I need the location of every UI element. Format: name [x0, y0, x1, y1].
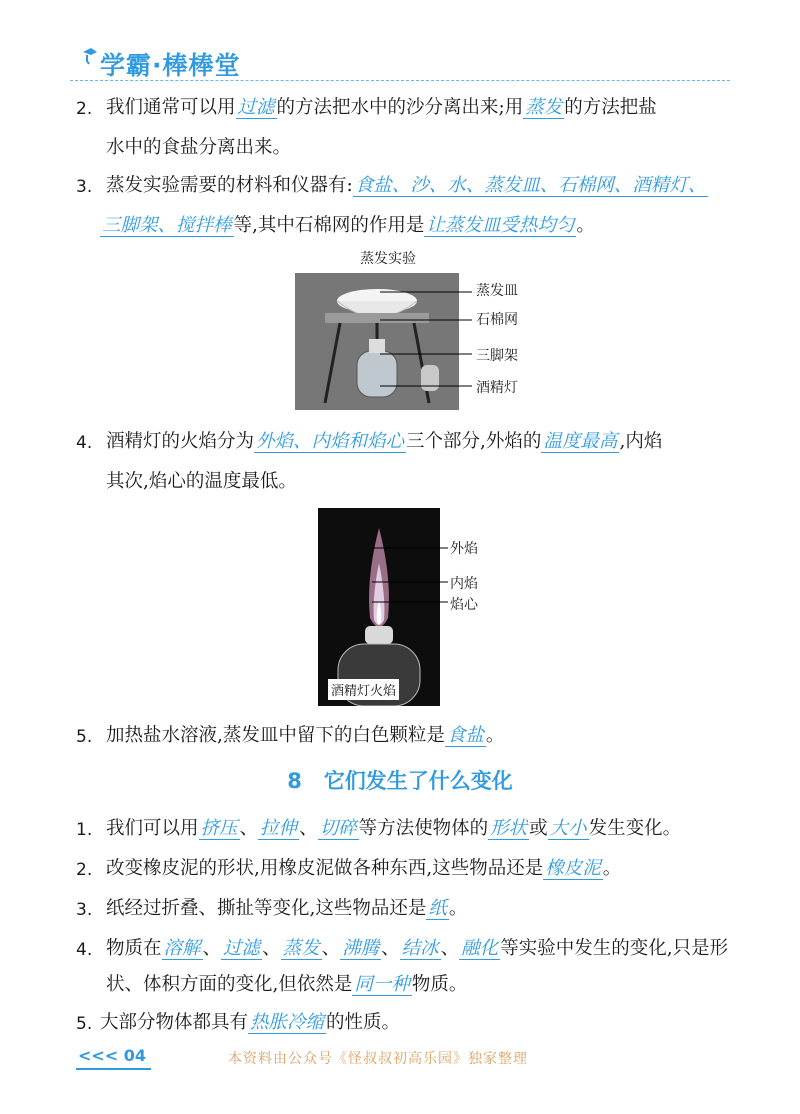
answer: 热胀冷缩 [250, 1012, 325, 1033]
q2-line2: 水中的食盐分离出来。 [106, 137, 292, 158]
s5-line: 大部分物体都具有 热胀冷缩 的性质。 [100, 1012, 401, 1033]
label-inner-flame: 内焰 [450, 576, 478, 592]
answer: 蒸发 [525, 97, 563, 118]
answer: 温度最高 [543, 431, 618, 452]
answer: 纸 [428, 898, 447, 919]
q3-line2: 三脚架、搅拌棒 等,其中石棉网的作用是 让蒸发皿受热均匀 。 [102, 215, 595, 236]
answer: 过滤 [237, 97, 275, 118]
label-tripod: 三脚架 [476, 348, 518, 364]
answer: 外焰、内焰和焰心 [256, 431, 405, 452]
q4-line2: 其次,焰心的温度最低。 [106, 471, 297, 492]
answer: 融化 [461, 938, 499, 959]
label-flame-core: 焰心 [450, 597, 478, 613]
page-arrows: <<< [78, 1046, 119, 1065]
item-number: 3. [76, 900, 93, 920]
q5-line1: 加热盐水溶液,蒸发皿中留下的白色颗粒是 食盐 。 [106, 725, 505, 746]
answer: 挤压 [200, 818, 238, 839]
figure1-leader-lines [380, 280, 480, 400]
footer-underline [76, 1068, 151, 1070]
header-divider [70, 80, 730, 81]
graduation-cap-icon [82, 46, 98, 66]
figure1-caption: 蒸发实验 [360, 251, 416, 267]
s4-line1: 物质在 溶解 、 过滤 、 蒸发 、 沸腾 、 结冰 、 融化 等实验中发生的变化,只是形 [106, 938, 729, 959]
section-number: 8 [287, 769, 302, 793]
answer: 溶解 [163, 938, 201, 959]
answer: 拉伸 [260, 818, 298, 839]
q4-line1: 酒精灯的火焰分为 外焰、内焰和焰心 三个部分,外焰的 温度最高 ,内焰 [106, 431, 663, 452]
answer: 沸腾 [342, 938, 380, 959]
item-number: 4. [76, 433, 93, 453]
logo-text: 学霸·棒棒堂 [100, 51, 241, 80]
s1-line: 我们可以用 挤压 、 拉伸 、 切碎 等方法使物体的 形状 或 大小 发生变化。 [106, 818, 682, 839]
brand-logo [82, 46, 241, 82]
item-number: 4. [76, 940, 93, 960]
label-alcohol-lamp: 酒精灯 [476, 380, 518, 396]
item-number: 5. [76, 727, 93, 747]
item-number: 1. [76, 820, 93, 840]
label-asbestos-net: 石棉网 [476, 312, 518, 328]
q2-line1: 我们通常可以用 过滤 的方法把水中的沙分离出来;用 蒸发 的方法把盐 [106, 97, 657, 118]
q3-line1: 蒸发实验需要的材料和仪器有: 食盐、沙、水、蒸发皿、石棉网、酒精灯、 [106, 175, 707, 196]
label-evaporating-dish: 蒸发皿 [476, 283, 518, 299]
page-number: <<< 04 [78, 1046, 147, 1065]
answer: 同一种 [354, 974, 410, 995]
answer: 大小 [549, 818, 587, 839]
answer: 食盐 [446, 725, 484, 746]
s3-line: 纸经过折叠、撕扯等变化,这些物品还是 纸 。 [106, 898, 468, 919]
answer: 让蒸发皿受热均匀 [426, 215, 575, 236]
section-title [0, 765, 800, 795]
s2-line: 改变橡皮泥的形状,用橡皮泥做各种东西,这些物品还是 橡皮泥 。 [106, 858, 622, 879]
item-number: 2. [76, 860, 93, 880]
figure2-leader-lines [372, 540, 452, 610]
answer: 形状 [490, 818, 528, 839]
item-number: 2. [76, 99, 93, 119]
answer: 结冰 [401, 938, 439, 959]
label-outer-flame: 外焰 [450, 541, 478, 557]
answer: 蒸发 [282, 938, 320, 959]
section-heading: 它们发生了什么变化 [323, 769, 513, 793]
s4-line2: 状、体积方面的变化,但依然是 同一种 物质。 [106, 974, 468, 995]
page-header [70, 38, 730, 82]
footer-note: 本资料由公众号《怪叔叔初高乐园》独家整理 [228, 1051, 528, 1067]
answer: 三脚架、搅拌棒 [102, 215, 232, 236]
answer: 食盐、沙、水、蒸发皿、石棉网、酒精灯、 [354, 175, 707, 196]
figure2-caption: 酒精灯火焰 [328, 679, 399, 700]
item-number: 5. [76, 1014, 93, 1034]
answer: 切碎 [319, 818, 357, 839]
answer: 过滤 [223, 938, 261, 959]
answer: 橡皮泥 [545, 858, 601, 879]
item-number: 3. [76, 177, 93, 197]
